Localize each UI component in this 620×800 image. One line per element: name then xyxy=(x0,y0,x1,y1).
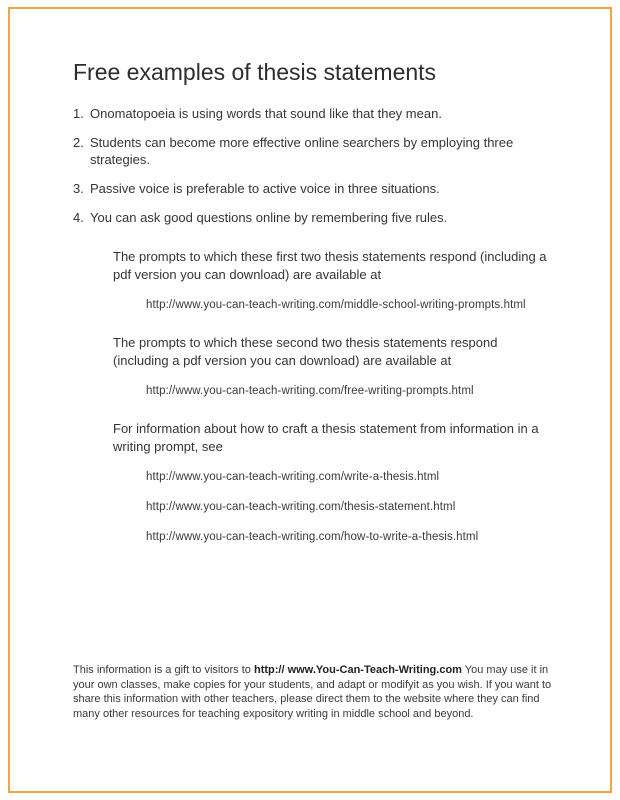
footer-note xyxy=(73,663,557,721)
url-write-a-thesis: http://www.you-can-teach-writing.com/write-a-thesis.html xyxy=(146,471,440,483)
list-item xyxy=(73,209,556,226)
list-item-number: 1. xyxy=(73,106,84,121)
thesis-statements-list xyxy=(73,105,556,226)
first-prompts-paragraph: The prompts to which these first two thesis statements respond (including a pdf version you can download) are available at xyxy=(113,249,547,282)
second-prompts-paragraph: The prompts to which these second two thesis statements respond (including a pdf version you can download) are available at xyxy=(113,335,498,368)
url-how-to-write-a-thesis: http://www.you-can-teach-writing.com/how-to-write-a-thesis.html xyxy=(146,531,479,543)
document-content xyxy=(10,9,610,544)
list-item xyxy=(73,180,556,197)
list-item xyxy=(73,134,556,168)
list-item-text: Passive voice is preferable to active voice in three situations. xyxy=(90,181,440,196)
url-thesis-statement: http://www.you-can-teach-writing.com/thesis-statement.html xyxy=(146,501,456,513)
list-item-text: Students can become more effective online searchers by employing three strategies. xyxy=(90,135,514,167)
footer-site-url: http:// www.You-Can-Teach-Writing.com xyxy=(253,664,462,676)
list-item-number: 3. xyxy=(73,181,84,196)
list-item-text: You can ask good questions online by remembering five rules. xyxy=(90,210,448,225)
url-middle-school-writing-prompts: http://www.you-can-teach-writing.com/middle-school-writing-prompts.html xyxy=(146,299,526,311)
list-item-number: 4. xyxy=(73,210,84,225)
list-item xyxy=(73,105,556,122)
url-free-writing-prompts: http://www.you-can-teach-writing.com/free-writing-prompts.html xyxy=(146,385,474,397)
list-item-number: 2. xyxy=(73,135,84,150)
footer-text-before: This information is a gift to visitors to xyxy=(73,664,251,676)
page-title: Free examples of thesis statements xyxy=(73,59,437,85)
craft-thesis-paragraph: For information about how to craft a thesis statement from information in a writing prompt, see xyxy=(113,421,539,454)
prompts-info-block xyxy=(113,248,556,544)
list-item-text: Onomatopoeia is using words that sound like that they mean. xyxy=(90,106,442,121)
document-page xyxy=(8,7,612,793)
footer-text-after: You may use it in your own classes, make copies for your students, and adapt or modifyit as you wish. If you want to share this information with other teachers, please direct them to the website where they can find many other resources for teaching expository writing in middle school and beyond. xyxy=(73,664,552,720)
